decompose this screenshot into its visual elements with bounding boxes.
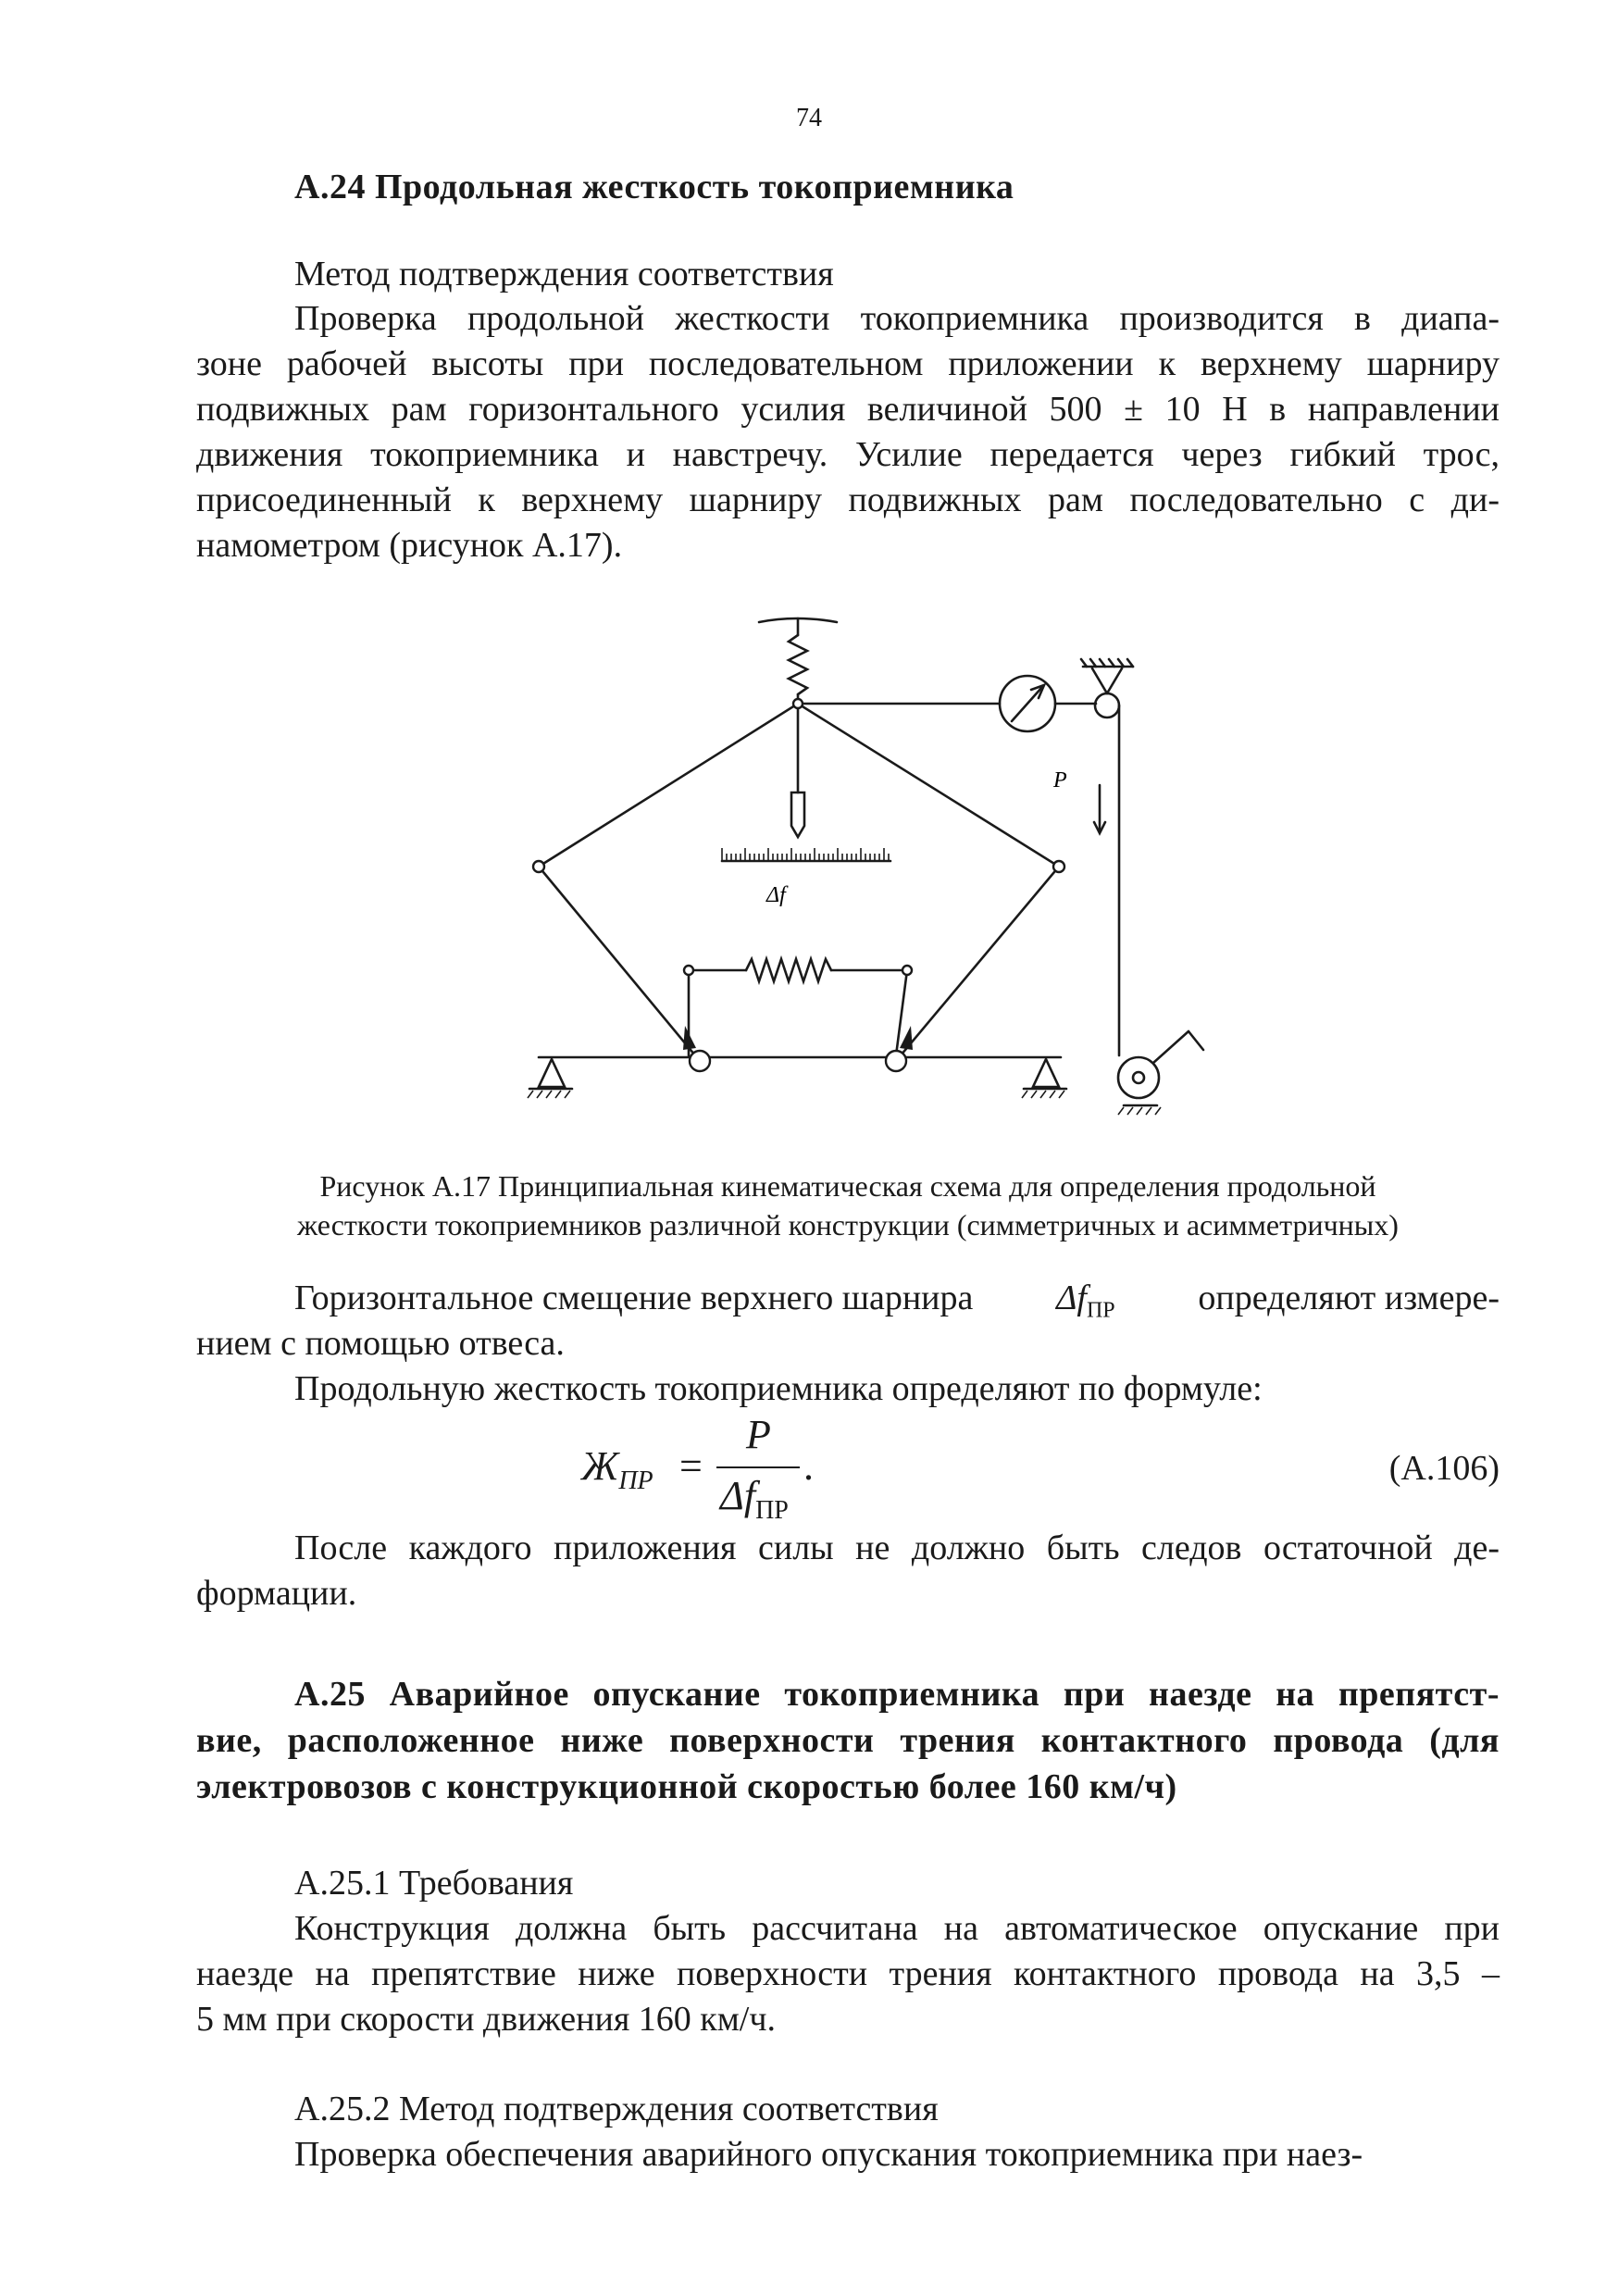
displacement-symbol: $\Delta f_{ПР}$ xyxy=(1056,1279,1115,1323)
page-number: 74 xyxy=(796,104,822,132)
subheading-method-a25: А.25.2 Метод подтверждения соответствия xyxy=(294,2090,939,2128)
paragraph-line: После каждого приложения силы не должно быть следов остаточной де- xyxy=(294,1529,1500,1567)
paragraph-line: Конструкция должна быть рассчитана на автоматическое опускание при xyxy=(294,1909,1500,1948)
force-label: P xyxy=(1053,768,1067,792)
subheading-requirements: А.25.1 Требования xyxy=(294,1864,574,1903)
paragraph-line: намометром (рисунок А.17). xyxy=(196,526,623,565)
kinematic-scheme-figure xyxy=(500,593,1222,1157)
section-heading-a24: А.24 Продольная жесткость токоприемника xyxy=(294,168,1014,206)
paragraph-line: Проверка продольной жесткости токоприемника производится в диапа- xyxy=(294,299,1500,338)
figure-caption xyxy=(196,1167,1500,1244)
text-span: определяют измере- xyxy=(1198,1279,1500,1317)
text-span: Горизонтальное смещение верхнего шарнира xyxy=(294,1279,974,1317)
heading-line: электровозов с конструкционной скоростью более 160 км/ч) xyxy=(196,1767,1177,1806)
paragraph-line: формации. xyxy=(196,1574,357,1613)
paragraph-line: нием с помощью отвеса. xyxy=(196,1324,565,1363)
caption-line: Рисунок А.17 Принципиальная кинематическая схема для определения продольной xyxy=(319,1169,1376,1203)
paragraph-line: присоединенный к верхнему шарниру подвижных рам последовательно с ди- xyxy=(196,480,1500,519)
formula-numerator: P xyxy=(746,1412,771,1457)
displacement-label: Δf xyxy=(766,883,786,907)
heading-line: вие, расположенное ниже поверхности трения контактного провода (для xyxy=(196,1721,1500,1760)
formula-a106 xyxy=(581,1411,887,1525)
paragraph-line: зоне рабочей высоты при последовательном приложении к верхнему шарниру xyxy=(196,344,1500,383)
formula-period: . xyxy=(803,1443,814,1489)
formula-denominator: $\Delta f_{ПР}$ xyxy=(720,1473,789,1525)
formula-equals: = xyxy=(679,1443,703,1489)
paragraph-line: Продольную жесткость токоприемника определяют по формуле: xyxy=(294,1369,1263,1408)
formula-lhs: $Ж_{ПР}$ xyxy=(581,1443,653,1495)
caption-line: жесткости токоприемников различной конструкции (симметричных и асимметричных) xyxy=(297,1208,1399,1242)
formula-number: (А.106) xyxy=(1388,1449,1500,1488)
paragraph-line: 5 мм при скорости движения 160 км/ч. xyxy=(196,2000,776,2039)
paragraph-line: движения токоприемника и навстречу. Усилие передается через гибкий трос, xyxy=(196,435,1500,474)
paragraph-line: наезде на препятствие ниже поверхности трения контактного провода на 3,5 – xyxy=(196,1954,1500,1993)
subheading-method: Метод подтверждения соответствия xyxy=(294,255,834,293)
paragraph-line: Проверка обеспечения аварийного опускания токоприемника при наез- xyxy=(294,2135,1363,2174)
paragraph-line: подвижных рам горизонтального усилия величиной 500 ± 10 Н в направлении xyxy=(196,390,1500,429)
measuring-scale xyxy=(722,848,889,861)
fraction-bar xyxy=(716,1466,800,1468)
heading-line: А.25 Аварийное опускание токоприемника при наезде на препятст- xyxy=(294,1675,1500,1714)
